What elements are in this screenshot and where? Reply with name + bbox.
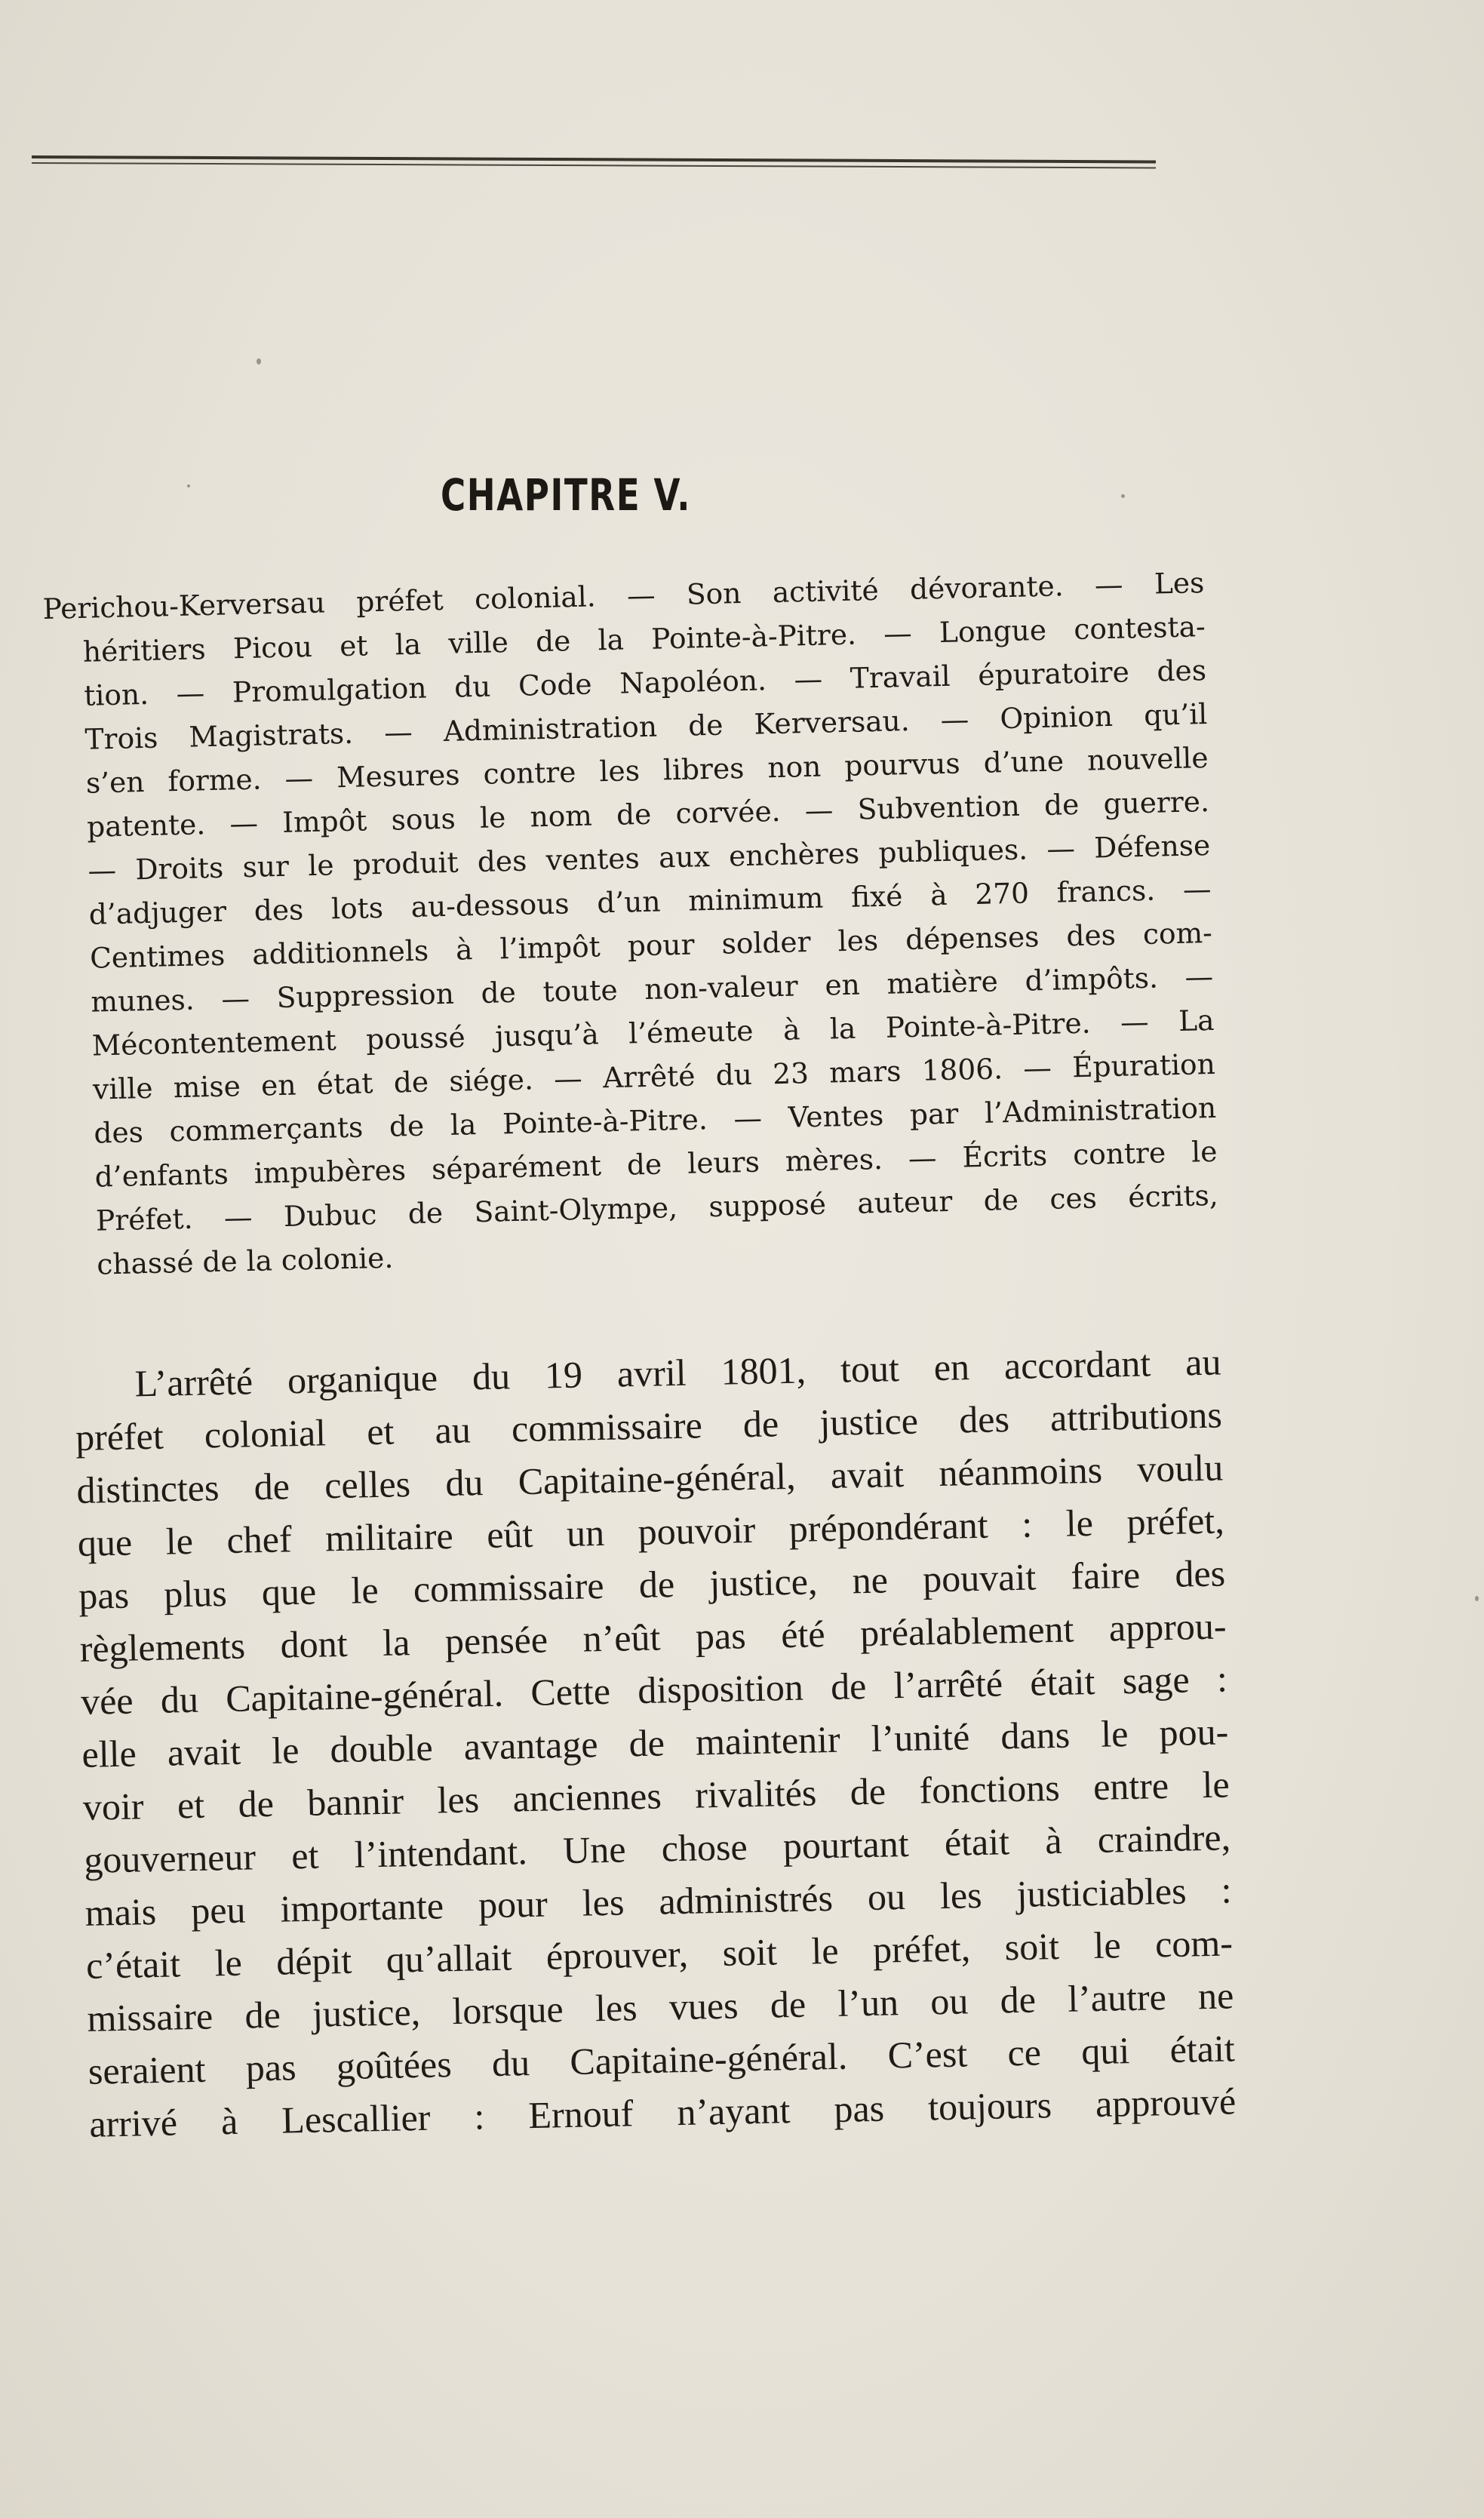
summary-line: tion. — Promulgation du Code Napoléon. — Travail épuratoire des <box>83 653 1207 712</box>
summary-line: s’en forme. — Mesures contre les libres non pourvus d’une nouvelle <box>85 741 1209 800</box>
summary-line: chassé de la colonie. <box>96 1241 394 1281</box>
body-line: c’était le dépit qu’allait éprouver, soit le préfet, soit le com- <box>85 1921 1234 1987</box>
summary-line: héritiers Picou et la ville de la Pointe-à-Pitre. — Longue contesta- <box>82 610 1206 669</box>
chapter-title: CHAPITRE V. <box>441 469 691 521</box>
body-line: distinctes de celles du Capitaine-général, avait néanmoins voulu <box>75 1446 1224 1511</box>
body-line: vée du Capitaine-général. Cette disposition de l’arrêté était sage : <box>80 1657 1228 1723</box>
summary-line: Trois Magistrats. — Administration de Kerversau. — Opinion qu’il <box>84 697 1208 756</box>
header-rule <box>32 155 1156 171</box>
body-line: elle avait le double avantage de maintenir l’unité dans le pou- <box>81 1710 1229 1776</box>
summary-line: Mécontentement poussé jusqu’à l’émeute à la Pointe-à-Pitre. — La <box>91 1003 1215 1062</box>
body-line: voir et de bannir les anciennes rivalités de fonctions entre le <box>82 1763 1231 1828</box>
body-line: mais peu importante pour les administrés ou les justiciables : <box>84 1868 1233 1934</box>
header-rule-thick-line <box>32 155 1156 164</box>
summary-line: Centimes additionnels à l’impôt pour solder les dépenses des com- <box>89 915 1213 975</box>
summary-line: ville mise en état de siége. — Arrêté du 23 mars 1806. — Épuration <box>92 1047 1216 1106</box>
summary-line: d’enfants impubères séparément de leurs mères. — Écrits contre le <box>94 1134 1218 1194</box>
body-line: préfet colonial et au commissaire de justice des attributions <box>75 1393 1223 1459</box>
summary-line: des commerçants de la Pointe-à-Pitre. — Ventes par l’Administration <box>93 1090 1217 1150</box>
body-line: L’arrêté organique du 19 avril 1801, tout en accordant au <box>134 1340 1221 1405</box>
body-line: règlements dont la pensée n’eût pas été préalablement approu- <box>79 1604 1227 1670</box>
chapter-summary <box>42 561 1220 1287</box>
summary-line: Perichou-Kerversau préfet colonial. — Son activité dévorante. — Les <box>42 566 1205 626</box>
summary-line: munes. — Suppression de toute non-valeur en matière d’impôts. — <box>90 959 1214 1019</box>
paper-speck <box>257 358 261 364</box>
body-line: gouverneur et l’intendant. Une chose pourtant était à craindre, <box>83 1815 1231 1881</box>
body-line: seraient pas goûtées du Capitaine-général. C’est ce qui était <box>88 2027 1236 2092</box>
body-line: que le chef militaire eût un pouvoir prépondérant : le préfet, <box>77 1499 1225 1564</box>
body-line: arrivé à Lescallier : Ernouf n’ayant pas toujours approuvé <box>88 2080 1237 2145</box>
body-paragraph <box>74 1335 1237 2150</box>
body-line: pas plus que le commissaire de justice, ne pouvait faire des <box>78 1551 1226 1617</box>
summary-line: patente. — Impôt sous le nom de corvée. — Subvention de guerre. <box>86 784 1210 844</box>
paper-speck <box>1475 1596 1479 1601</box>
body-line: missaire de justice, lorsque les vues de l’un ou de l’autre ne <box>86 1974 1234 2040</box>
paper-speck <box>1121 494 1125 498</box>
summary-line: d’adjuger des lots au-dessous d’un minimum fixé à 270 francs. — <box>88 872 1212 931</box>
header-rule-thin-line <box>32 162 1156 169</box>
summary-line: — Droits sur le produit des ventes aux enchères publiques. — Défense <box>88 828 1211 887</box>
paper-speck <box>187 484 190 487</box>
summary-line: Préfet. — Dubuc de Saint-Olympe, supposé auteur de ces écrits, <box>95 1178 1219 1237</box>
